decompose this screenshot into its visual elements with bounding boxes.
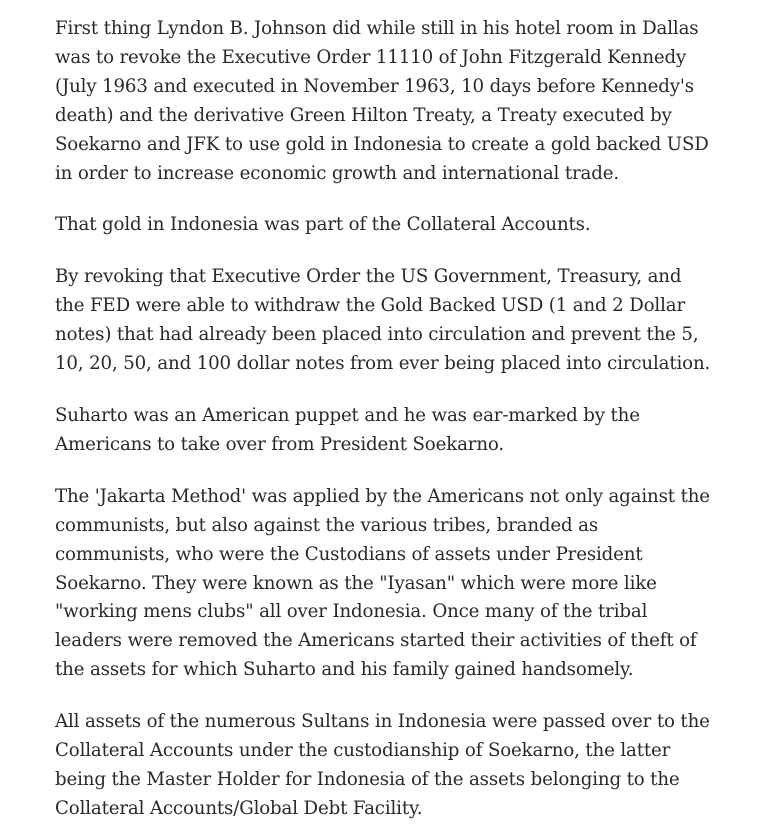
paragraph-suharto: Suharto was an American puppet and he was ear-marked by the Americans to take over from President Soekarno. <box>55 404 640 455</box>
paragraph-revoking-order: By revoking that Executive Order the US Government, Treasury, and the FED were able to withdraw the Gold Backed USD (1 and 2 Dollar notes) that had already been placed into circulation and prevent the 5, 10, 20, 50, and 100 dollar notes from ever being placed into circulation. <box>55 266 711 375</box>
paragraph-lbj-executive-order: First thing Lyndon B. Johnson did while still in his hotel room in Dallas was to revoke the Executive Order 11110 of John Fitzgerald Kennedy (July 1963 and executed in November 1963, 10 days before Kennedy's death) and the derivative Green Hilton Treaty, a Treaty executed by Soekarno and JFK to use gold in Indonesia to create a gold backed USD in order to increase economic growth and international trade. <box>55 18 709 184</box>
paragraph-collateral-gold: That gold in Indonesia was part of the Collateral Accounts. <box>55 214 591 236</box>
article-body <box>55 15 715 824</box>
paragraph-jakarta-method: The 'Jakarta Method' was applied by the Americans not only against the communists, but also against the various tribes, branded as communists, who were the Custodians of assets under President Soekarno. They were known as the "Iyasan" which were more like "working mens clubs" all over Indonesia. Once many of the tribal leaders were removed the Americans started their activities of theft of the assets for which Suharto and his family gained handsomely. <box>55 485 710 681</box>
paragraph-sultans-assets: All assets of the numerous Sultans in Indonesia were passed over to the Collateral Accounts under the custodianship of Soekarno, the latter being the Master Holder for Indonesia of the assets belonging to the Collateral Accounts/Global Debt Facility. <box>55 711 710 819</box>
